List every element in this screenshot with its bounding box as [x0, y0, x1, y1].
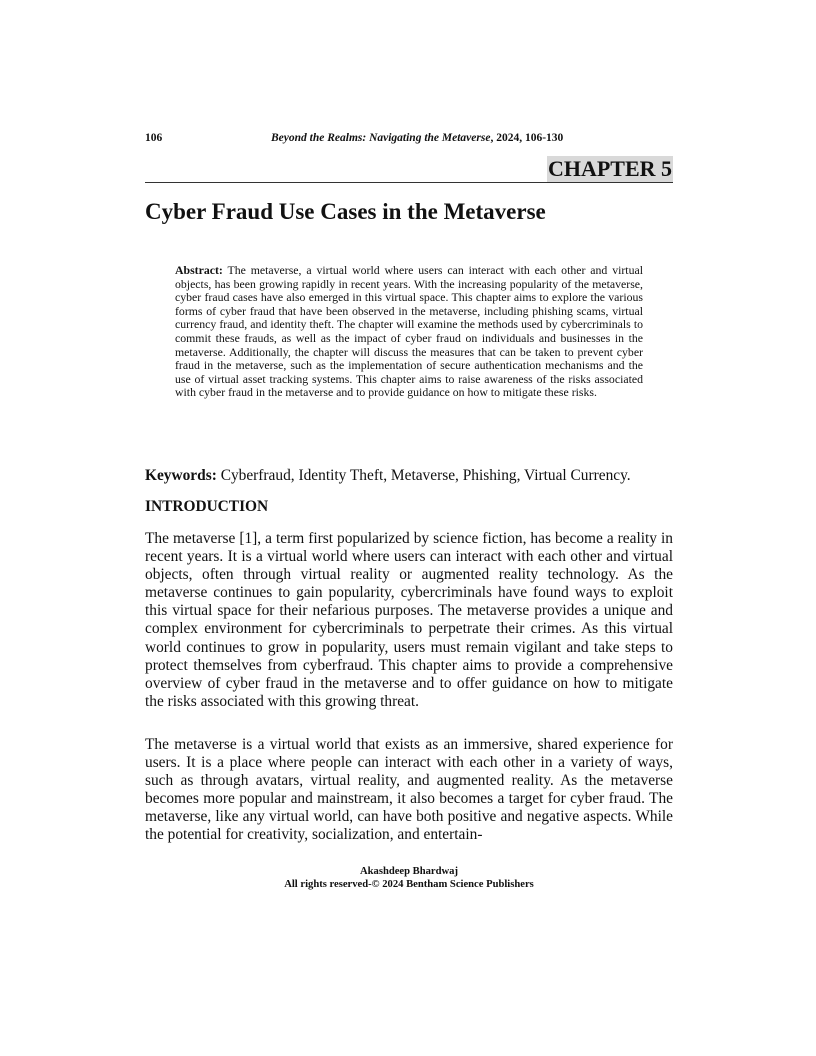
abstract-text: The metaverse, a virtual world where users can interact with each other and virtual objects, has been growing rapidly in recent years. With the increasing popularity of the metaverse, cyber fraud cases have also emerged in this virtual space. This chapter aims to explore the various forms of cyber fraud that have been observed in the metaverse, including phishing scams, virtual currency fraud, and identity theft. The chapter will examine the methods used by cybercriminals to commit these frauds, as well as the impact of cyber fraud on individuals and businesses in the metaverse. Additionally, the chapter will discuss the measures that can be taken to prevent cyber fraud in the metaverse, such as the implementation of secure authentication mechanisms and the use of virtual asset tracking systems. This chapter aims to raise awareness of the risks associated with cyber fraud in the metaverse and to provide guidance on how to mitigate these risks. — [175, 263, 643, 400]
body-paragraph: The metaverse is a virtual world that exists as an immersive, shared experience for users. It is a place where people can interact with each other in a variety of ways, such as through avatars, virtual reality, and augmented reality. As the metaverse becomes more popular and mainstream, it also becomes a target for cyber fraud. The metaverse, like any virtual world, can have both positive and negative aspects. While the potential for creativity, socialization, and entertain- — [145, 736, 673, 844]
abstract — [175, 264, 643, 400]
footer-rights: All rights reserved-© 2024 Bentham Science Publishers — [284, 878, 534, 890]
keywords — [145, 466, 673, 486]
page-number: 106 — [145, 132, 163, 144]
keywords-label: Keywords: — [145, 467, 217, 484]
page-footer — [145, 866, 673, 891]
keywords-text: Cyberfraud, Identity Theft, Metaverse, Phishing, Virtual Currency. — [220, 467, 631, 484]
abstract-label: Abstract: — [175, 263, 223, 277]
header-rule — [145, 182, 673, 183]
journal-citation — [271, 132, 563, 144]
chapter-label: CHAPTER 5 — [547, 156, 672, 181]
section-heading-introduction: INTRODUCTION — [145, 498, 269, 515]
footer-author: Akashdeep Bhardwaj — [359, 866, 458, 877]
chapter-title: Cyber Fraud Use Cases in the Metaverse — [145, 199, 546, 224]
journal-year-pages: , 2024, 106-130 — [490, 132, 564, 144]
journal-title: Beyond the Realms: Navigating the Metaverse — [271, 132, 491, 144]
body-paragraph: The metaverse [1], a term first popularized by science fiction, has become a reality in recent years. It is a virtual world where users can interact with each other and virtual objects, often through virtual reality or augmented reality technology. As the metaverse continues to gain popularity, cybercriminals have found ways to exploit this virtual space for their nefarious purposes. The metaverse provides a unique and complex environment for cybercriminals to perpetrate their crimes. As this virtual world continues to grow in popularity, users must remain vigilant and take steps to protect themselves from cyberfraud. This chapter aims to provide a comprehensive overview of cyber fraud in the metaverse and to offer guidance on how to mitigate the risks associated with this growing threat. — [145, 530, 673, 710]
